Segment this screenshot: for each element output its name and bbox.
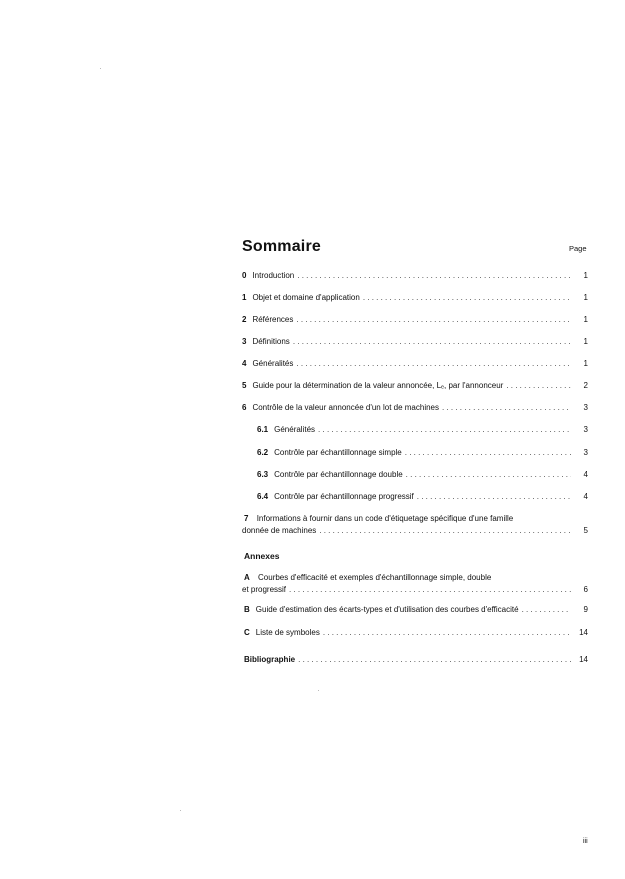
toc-entry-6-1[interactable] — [257, 425, 588, 435]
toc-entry-6[interactable] — [242, 403, 588, 413]
entry-label: Contrôle par échantillonnage progressif — [274, 492, 414, 501]
entry-label: Généralités — [252, 359, 294, 368]
entry-page: 3 — [583, 425, 588, 434]
entry-number: 4 — [242, 359, 247, 368]
dot-leader — [442, 403, 571, 413]
scan-speck — [180, 810, 181, 811]
bibliography-entry[interactable] — [244, 655, 588, 665]
entry-page: 1 — [583, 293, 588, 302]
scan-speck — [318, 690, 319, 691]
entry-page: 1 — [583, 337, 588, 346]
entry-page: 2 — [583, 381, 588, 390]
entry-label: Contrôle de la valeur annoncée d'un lot de machines — [252, 403, 439, 412]
entry-page: 1 — [583, 271, 588, 280]
dot-leader — [298, 655, 571, 665]
entry-label: Informations à fournir dans un code d'étiquetage spécifique d'une famille — [256, 514, 514, 523]
annex-letter: A — [244, 573, 250, 582]
entry-page: 1 — [583, 315, 588, 324]
dot-leader — [522, 605, 571, 615]
bibliography-page: 14 — [579, 655, 588, 664]
entry-label: Guide pour la détermination de la valeur annoncée, Lₑ, par l'annonceur — [252, 381, 504, 390]
annex-a-line2[interactable] — [242, 585, 588, 595]
dot-leader — [293, 337, 571, 347]
annex-b[interactable] — [244, 605, 588, 615]
dot-leader — [289, 585, 571, 595]
entry-label: Définitions — [252, 337, 290, 346]
dot-leader — [363, 293, 571, 303]
entry-label: Références — [252, 315, 294, 324]
annex-label-continued: et progressif — [242, 585, 287, 594]
entry-label: Généralités — [274, 425, 316, 434]
entry-number: 6.1 — [257, 425, 269, 434]
page-column-header: Page — [569, 244, 587, 253]
entry-number: 5 — [242, 381, 247, 390]
toc-entry-6-2[interactable] — [257, 448, 588, 458]
annex-label: Courbes d'efficacité et exemples d'échantillonnage simple, double — [258, 573, 492, 582]
entry-page: 4 — [583, 470, 588, 479]
annex-letter: C — [244, 628, 250, 637]
entry-number: 7 — [244, 514, 249, 523]
toc-entry-4[interactable] — [242, 359, 588, 369]
entry-number: 6.3 — [257, 470, 269, 479]
entry-number: 0 — [242, 271, 247, 280]
dot-leader — [296, 315, 571, 325]
toc-entry-3[interactable] — [242, 337, 588, 347]
entry-number: 6 — [242, 403, 247, 412]
annex-label: Guide d'estimation des écarts-types et d'utilisation des courbes d'efficacité — [255, 605, 519, 614]
entry-number: 6.2 — [257, 448, 269, 457]
toc-entry-2[interactable] — [242, 315, 588, 325]
entry-page: 1 — [583, 359, 588, 368]
entry-number: 6.4 — [257, 492, 269, 501]
annex-page: 6 — [583, 585, 588, 594]
dot-leader — [506, 381, 571, 391]
entry-label: Objet et domaine d'application — [252, 293, 360, 302]
entry-label: Introduction — [252, 271, 295, 280]
toc-entry-7-line2[interactable] — [242, 526, 588, 536]
annex-a-line1[interactable] — [244, 573, 491, 583]
scan-speck — [100, 68, 101, 69]
toc-entry-1[interactable] — [242, 293, 588, 303]
dot-leader — [319, 526, 571, 536]
dot-leader — [296, 359, 571, 369]
toc-entry-5[interactable] — [242, 381, 588, 391]
annex-page: 14 — [579, 628, 588, 637]
toc-entry-6-3[interactable] — [257, 470, 588, 480]
annexes-heading: Annexes — [244, 551, 280, 561]
entry-number: 1 — [242, 293, 247, 302]
entry-page: 5 — [583, 526, 588, 535]
dot-leader — [417, 492, 571, 502]
dot-leader — [297, 271, 571, 281]
entry-page: 3 — [583, 448, 588, 457]
entry-label: Contrôle par échantillonnage double — [274, 470, 403, 479]
annex-page: 9 — [583, 605, 588, 614]
dot-leader — [405, 448, 571, 458]
toc-entry-7-line1[interactable] — [244, 514, 513, 524]
entry-page: 4 — [583, 492, 588, 501]
dot-leader — [318, 425, 571, 435]
annex-letter: B — [244, 605, 250, 614]
annex-c[interactable] — [244, 628, 588, 638]
bibliography-label: Bibliographie — [244, 655, 296, 664]
dot-leader — [323, 628, 571, 638]
toc-title: Sommaire — [242, 238, 321, 255]
dot-leader — [406, 470, 571, 480]
entry-label: Contrôle par échantillonnage simple — [274, 448, 402, 457]
toc-entry-6-4[interactable] — [257, 492, 588, 502]
entry-page: 3 — [583, 403, 588, 412]
entry-number: 2 — [242, 315, 247, 324]
page-folio: iii — [583, 838, 588, 845]
annex-label: Liste de symboles — [255, 628, 320, 637]
toc-entry-0[interactable] — [242, 271, 588, 281]
entry-number: 3 — [242, 337, 247, 346]
entry-label-continued: donnée de machines — [242, 526, 317, 535]
